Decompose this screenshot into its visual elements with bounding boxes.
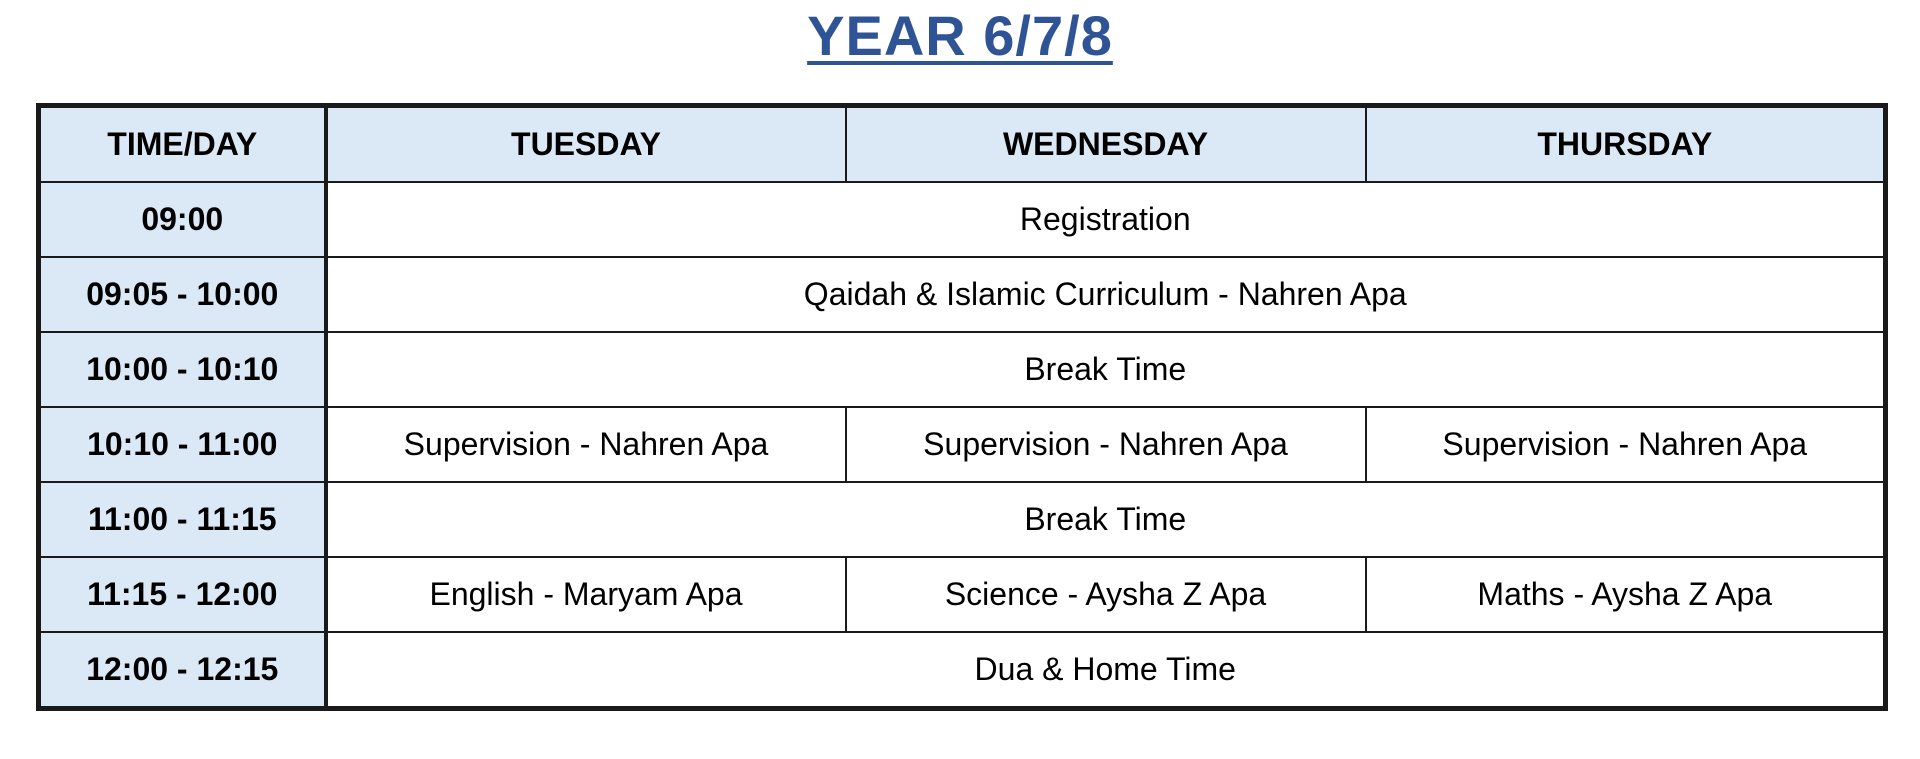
activity-cell: Dua & Home Time [326, 632, 1886, 709]
header-row [39, 106, 1886, 183]
activity-cell-wednesday: Science - Aysha Z Apa [846, 557, 1366, 632]
table-row [39, 632, 1886, 709]
table-row [39, 182, 1886, 257]
table-row [39, 482, 1886, 557]
timetable [36, 103, 1888, 711]
time-cell: 12:00 - 12:15 [39, 632, 326, 709]
activity-cell-thursday: Supervision - Nahren Apa [1366, 407, 1886, 482]
header-time-day: TIME/DAY [39, 106, 326, 183]
header-wednesday: WEDNESDAY [846, 106, 1366, 183]
activity-cell-wednesday: Supervision - Nahren Apa [846, 407, 1366, 482]
header-thursday: THURSDAY [1366, 106, 1886, 183]
activity-cell-thursday: Maths - Aysha Z Apa [1366, 557, 1886, 632]
table-row [39, 557, 1886, 632]
activity-cell: Break Time [326, 332, 1886, 407]
time-cell: 09:00 [39, 182, 326, 257]
time-cell: 10:00 - 10:10 [39, 332, 326, 407]
table-row [39, 407, 1886, 482]
page-title: YEAR 6/7/8 [807, 4, 1113, 67]
activity-cell: Registration [326, 182, 1886, 257]
activity-cell-tuesday: English - Maryam Apa [326, 557, 846, 632]
time-cell: 11:00 - 11:15 [39, 482, 326, 557]
activity-cell: Break Time [326, 482, 1886, 557]
table-row [39, 257, 1886, 332]
time-cell: 10:10 - 11:00 [39, 407, 326, 482]
activity-cell: Qaidah & Islamic Curriculum - Nahren Apa [326, 257, 1886, 332]
activity-cell-tuesday: Supervision - Nahren Apa [326, 407, 846, 482]
header-tuesday: TUESDAY [326, 106, 846, 183]
time-cell: 09:05 - 10:00 [39, 257, 326, 332]
time-cell: 11:15 - 12:00 [39, 557, 326, 632]
table-row [39, 332, 1886, 407]
